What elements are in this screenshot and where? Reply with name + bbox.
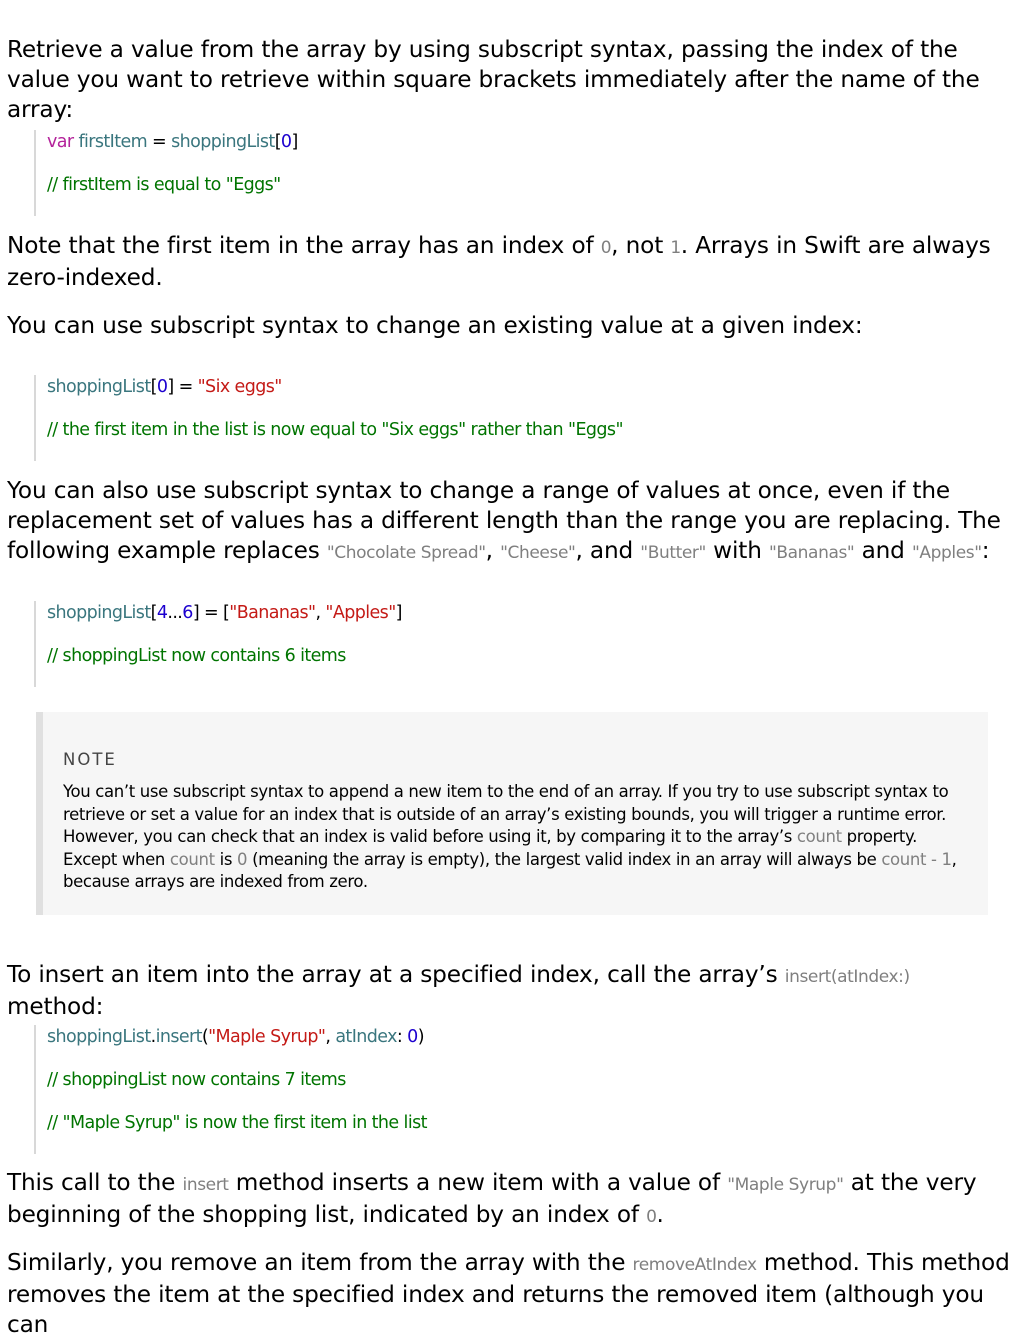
note-title: NOTE: [63, 750, 117, 769]
code-block-change-value: [34, 375, 623, 461]
inline-code: 0: [600, 238, 612, 258]
inline-code: "Bananas": [768, 543, 855, 563]
note-box: [36, 712, 988, 915]
inline-code: "Apples": [911, 543, 982, 563]
paragraph-change-range: You can also use subscript syntax to change a range of values at once, even if the replacement set of values has a different length than the range you are replacing. The following example replaces "Chocolate Spread", "Cheese", and "Butter" with "Bananas" and "Apples":: [7, 477, 1001, 564]
inline-code: "Chocolate Spread": [326, 543, 486, 563]
paragraph-insert: To insert an item into the array at a specified index, call the array’s insert(atIndex:) method:: [7, 961, 910, 1020]
inline-code: insert(atIndex:): [784, 967, 910, 987]
inline-code: 1: [670, 238, 681, 258]
code-comment: // the first item in the list is now equal to "Six eggs" rather than "Eggs": [47, 420, 623, 440]
code-comment: // shoppingList now contains 7 items: [47, 1070, 346, 1090]
code-block-first-item: [34, 130, 298, 216]
paragraph-remove: Similarly, you remove an item from the array with the removeAtIndex method. This method removes the item at the specified index and returns the removed item (although you can: [7, 1249, 1010, 1338]
note-text: You can’t use subscript syntax to append a new item to the end of an array. If you try to use subscript syntax to retrieve or set a value for an index that is outside of an array’s existing bounds, you will trigger a runtime error. However, you can check that an index is valid before using it, by comparing it to the array’s count property. Except when count is 0 (meaning the array is empty), the largest valid index in an array will always be count - 1, because arrays are indexed from zero.: [63, 782, 957, 892]
inline-code: insert: [182, 1175, 229, 1195]
paragraph-change-value: You can use subscript syntax to change an existing value at a given index:: [7, 312, 863, 339]
paragraph-retrieve: Retrieve a value from the array by using subscript syntax, passing the index of the value you want to retrieve within square brackets immediately after the name of the array:: [7, 36, 980, 123]
inline-code: "Cheese": [500, 543, 576, 563]
code-line: shoppingList[0] = "Six eggs": [47, 377, 282, 397]
inline-code: "Butter": [640, 543, 706, 563]
code-comment: // shoppingList now contains 6 items: [47, 646, 346, 666]
code-line: shoppingList[4...6] = ["Bananas", "Apples"]: [47, 603, 402, 623]
code-line: var firstItem = shoppingList[0]: [47, 132, 298, 152]
inline-code: "Maple Syrup": [727, 1175, 844, 1195]
inline-code: 0: [237, 849, 248, 869]
paragraph-zero-indexed: Note that the first item in the array has an index of 0, not 1. Arrays in Swift are always zero-indexed.: [7, 232, 991, 291]
inline-code: 0: [646, 1207, 657, 1227]
inline-code: removeAtIndex: [632, 1255, 757, 1275]
code-comment: // "Maple Syrup" is now the first item in the list: [47, 1113, 427, 1133]
paragraph-insert-explanation: This call to the insert method inserts a new item with a value of "Maple Syrup" at the very beginning of the shopping list, indicated by an index of 0.: [7, 1169, 977, 1228]
inline-code: count: [169, 849, 215, 869]
code-block-range: [34, 601, 402, 687]
inline-code: count: [796, 827, 842, 847]
inline-code: count - 1: [881, 849, 952, 869]
code-comment: // firstItem is equal to "Eggs": [47, 175, 281, 195]
code-block-insert: [34, 1025, 427, 1154]
code-line: shoppingList.insert("Maple Syrup", atIndex: 0): [47, 1027, 424, 1047]
